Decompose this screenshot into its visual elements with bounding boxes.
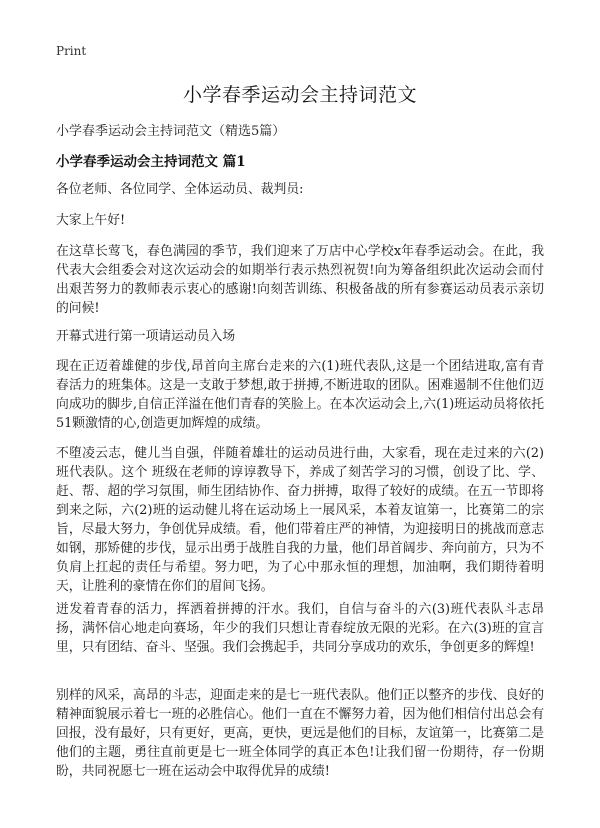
- document-title: 小学春季运动会主持词范文: [182, 84, 417, 106]
- paragraph-class-6-1: 现在正迈着雄健的步伐,昂首向主席台走来的六(1)班代表队,这是一个团结进取,富有青春活力的班集体。这是一支敢于梦想,敢于拼搏,不断进取的团队。困难遏制不住他们迈向成功的脚步,自信正洋溢在他们青春的笑脸上。在本次运动会上,六(1)班运动员将依托51颗激情的心,创造更加辉煌的成绩。: [56, 359, 544, 431]
- print-label: Print: [56, 44, 87, 58]
- section-heading: 小学春季运动会主持词范文 篇1: [56, 154, 246, 170]
- paragraph-class-6-3: 迸发着青春的活力，挥洒着拼搏的汗水。我们，自信与奋斗的六(3)班代表队斗志昂扬，满怀信心地走向赛场，年少的我们只想让青春绽放无限的光彩。在六(3)班的宣言里，只有团结、奋斗、坚强。我们会携起手，共同分享成功的欢乐，争创更多的辉煌!: [56, 602, 544, 655]
- paragraph-greeting-morning: 大家上午好!: [56, 213, 126, 228]
- paragraph-class-6-2: 不堕凌云志，健儿当自强，伴随着雄壮的运动员进行曲，大家看，现在走过来的六(2)班代表队。这个 班级在老师的谆谆教导下，养成了刻苦学习的习惯，创设了比、学、赶、帮、超的学习氛围，师生团结协作、奋力拼搏，取得了较好的成绩。在五一节即将到来之际，六(2)班的运动健儿将在运动场上一展风采，本着友谊第一，比赛第二的宗旨，尽最大努力，争创优异成绩。看，他们带着庄严的神情，为迎接明日的挑战而意志如钢，那矫健的步伐，显示出勇于战胜自我的力量，他们昂首阔步、奔向前方，只为不负肩上扛起的责任与希望。努力吧，为了心中那永恒的理想，加油啊，我们期待着明天，让胜利的豪情在你们的眉间飞扬。: [56, 446, 544, 594]
- paragraph-ceremony-step: 开幕式进行第一项请运动员入场: [56, 329, 236, 344]
- paragraph-greeting-audience: 各位老师、各位同学、全体运动员、裁判员:: [56, 182, 304, 197]
- paragraph-opening-remarks: 在这草长莺飞，春色满园的季节，我们迎来了万店中心学校x年春季运动会。在此，我代表大会组委会对这次运动会的如期举行表示热烈祝贺!向为筹备组织此次运动会而付出艰苦努力的教师表示衷心的感谢!向刻苦训练、积极备战的所有参赛运动员表示亲切的问候!: [56, 244, 544, 316]
- paragraph-class-7-1: 别样的风采，高昂的斗志，迎面走来的是七一班代表队。他们正以整齐的步伐、良好的精神面貌展示着七一班的必胜信心。他们一直在不懈努力着，因为他们相信付出总会有回报，没有最好，只有更好，更高，更快，更远是他们的目标，友谊第一，比赛第二是他们的主题，勇往直前更是七一班全体同学的真正本色!让我们留一份期待，存一份期盼，共同祝愿七一班在运动会中取得优异的成绩!: [56, 688, 544, 779]
- document-subtitle: 小学春季运动会主持词范文（精选5篇）: [56, 124, 286, 139]
